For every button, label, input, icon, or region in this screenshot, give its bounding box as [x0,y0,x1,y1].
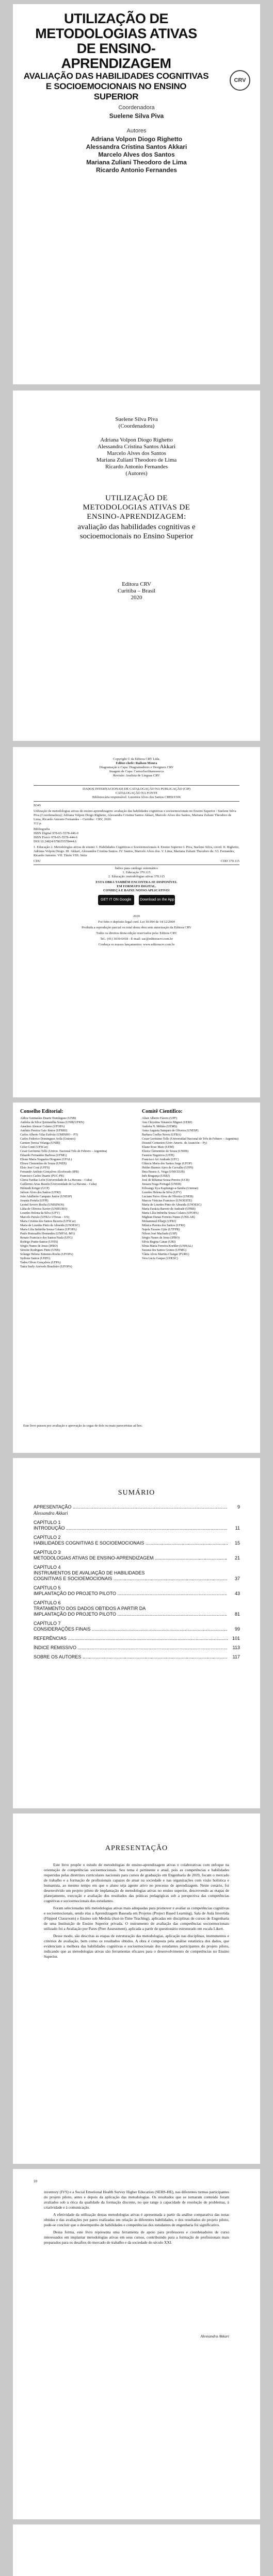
member-name: Ilma Passos A. Veiga (UNICEUB) [142,1171,185,1174]
toc-entry-title: ÍNDICE REMISSIVO ..... [34,1645,228,1651]
catalog-code: B345 [34,804,41,807]
presentation-title: APRESENTAÇÃO [105,1844,168,1852]
member-name: Maria Eurácia Barreto de Andrade (UFRB) [142,1208,196,1211]
member-name: Carlos Federico Dominguez Avila (Unieuro) [20,1138,75,1141]
credit-line: Editor-chefe: Railson Moura [116,761,157,765]
toc-entry[interactable] [34,1535,240,1546]
member-name: Maria Lília Imbiriba Sousa Colares (UFOPA) [20,1228,77,1231]
toc-page-number: 99 [234,1626,240,1632]
member-name: Maria Cristina dos Santos Bezerra (UFSCar) [20,1220,76,1223]
toc-entry[interactable] [34,1645,240,1651]
digital-availability: ESTA OBRA TAMBÉM ENCONTRA-SE DISPONÍVEL EM FORMATO DIGITAL. CONHEÇA E BAIXE NOSSO APLICATIVO! [95,880,178,892]
title-line: UTILIZAÇÃO DE [105,494,168,502]
member-name: José de Ribamar Sousa Pereira (UCB) [142,1179,189,1182]
cover-title [23,11,209,102]
toc-entry-heading: CAPÍTULO 7 [34,1621,61,1626]
member-name: Paulo Romualdo Hernandes (UNIFAL-MG) [20,1232,75,1235]
print-year: 2020 [133,914,140,918]
member-name: Anna Augusta Sampaio de Oliveira (UNESP) [142,1129,199,1132]
member-name: Solange Helena Ximenes-Rocha (UFOPA) [20,1253,73,1256]
table-of-contents-page [13,1458,260,1808]
toc-entry-title: CONSIDERAÇÕES FINAIS ..... [34,1626,228,1632]
presentation-continued-page [13,2169,260,2519]
toc-page-number: 11 [235,1526,240,1531]
member-name: Tania Suely Azevedo Brasileiro (UFOPA) [20,1265,72,1268]
author-name: Ricardo Antonio Fernandes [105,464,168,470]
toc-entry-row [34,1540,240,1546]
member-name: Sydione Santos (UEPG) [20,1257,51,1260]
scientific-committee [142,1110,253,1261]
author-name: Marcelo Alves dos Santos [98,151,175,158]
toc-entry-title: IMPLANTAÇÃO DO PROJETO PILOTO ..... [34,1591,228,1597]
title-page [13,391,260,741]
blank-page [13,2524,260,2576]
member-name: Aldira Guimarães Duarte Domínguez (UNB) [20,1117,76,1120]
member-name: Elione Maria Nogueira Diogenes (UFAL) [20,1158,72,1161]
member-name: Celso Conti (UFSCar) [20,1146,48,1149]
toc-entry-heading: CAPÍTULO 3 [34,1550,61,1555]
catalog-header: DADOS INTERNACIONAIS DE CATALOGAÇÃO NA PUBLICAÇÃO (CIP) CATALOGAÇÃO NA FONTE Bibliotecária responsável: Luzenira Alves dos Santos CRB9/1506 [34,785,239,802]
member-name: Míghian Danae Ferreira Nunes (UNILAB) [142,1216,195,1219]
member-name: Altair Alberto Fávero (UPF) [142,1117,178,1120]
credit-line: Revisão: Analista de Línguas CRV [113,774,160,777]
author-name: Mariana Zuliani Theodoro de Lima [86,159,187,166]
toc-entry-row [34,1636,240,1641]
toc-list [34,1504,240,1664]
member-name: Elizeu Clementino de Souza (UNEB) [142,1150,188,1153]
member-name: Anselmo Alencar Colares (UFOPA) [20,1125,65,1128]
presentation-body [44,1862,229,1961]
council-member-list [20,1116,131,1269]
toc-entry-title: INTRODUÇÃO ..... [34,1526,228,1531]
subtitle-line: socioemocionais no Ensino Superior [79,532,194,540]
cover-subtitle-line: AVALIAÇÃO DAS HABILIDADES COGNITIVAS [23,71,209,81]
member-name: Kilwangy Kya Kapitango-a-Samba (Unemat) [142,1187,199,1190]
google-play-badge[interactable]: GET IT ON Google Play [98,895,134,905]
cdu-label: CDU [34,859,41,863]
member-name: Francisco Carlos Duarte (PUC-PR) [20,1175,64,1178]
toc-entry-author: Alessandra Akkari [34,1511,68,1516]
cover-subtitle-line: E SOCIOEMOCIONAIS NO ENSINO SUPERIOR [45,81,187,101]
member-name: Sérgio Nunes de Jesus (IFRO) [142,1236,180,1240]
toc-entry-row [34,1504,240,1510]
publisher-logo: CRV [230,70,250,91]
publication-year: 2020 [131,595,142,601]
member-name: Mônica Pereira dos Santos (UFRJ) [142,1224,185,1227]
cdd-label: CDD 370.115 [220,859,239,863]
toc-entry-title: APRESENTAÇÃO ..... [34,1504,228,1510]
toc-entry[interactable] [34,1565,240,1582]
toc-entry[interactable] [34,1654,240,1660]
member-name: Silvia Regina Canan (URI) [142,1241,176,1244]
author-name: Marcelo Alves dos Santos [107,450,166,456]
toc-entry[interactable] [34,1636,240,1641]
authors-label: (Autores) [125,470,148,477]
presentation-continued-body [44,2190,229,2247]
member-name: Leonel Severo Rocha (UNISINOS) [20,1204,65,1207]
toc-entry-row [34,1654,240,1660]
cover-title-line: UTILIZAÇÃO DE [64,11,168,26]
title-line: METODOLOGIAS ATIVAS DE [83,503,190,512]
cover-title-line: DE ENSINO-APRENDIZAGEM [61,41,171,71]
presentation-page [13,1814,260,2164]
credits [34,757,239,778]
member-name: Lídia de Oliveira Xavier (UNIEURO) [20,1208,68,1211]
coordinator-name: Suelene Silva Piva [109,112,164,120]
author-name: Mariana Zuliani Theodoro de Lima [96,457,177,463]
paragraph: A efetividade da utilização destas metodologias ativas é apresentada a partir da análise comparativa das notas obtidas e das avaliações por pares realizadas em relação às diferentes habilidades, e dos resultados do projeto piloto, pode-se concluir que o desempenho de habilidades e competências dos estudantes de engenharia foi significativo. [44,2212,229,2227]
toc-entry-row [34,1645,240,1651]
toc-entry[interactable] [34,1600,240,1617]
toc-entry[interactable] [34,1504,240,1516]
member-name: Ana Chrystina Venancio Mignot (UERJ) [142,1121,192,1124]
member-name: Renato Francisco dos Santos Paula (UFG) [20,1236,73,1240]
book-subtitle [44,522,229,541]
toc-entry-title: SOBRE OS AUTORES ..... [34,1654,228,1660]
author-name: Alessandra Cristina Santos Akkari [97,444,176,450]
toc-entry-heading: CAPÍTULO 2 [34,1535,61,1540]
credit-line: Imagem de Capa: Canva/facilitanswerca [109,770,164,773]
paragraph: inventory (IVS) e a Social Emotional Health Survey Higher Education (SEHS-HE), nas diferentes turmas participantes do projeto piloto, antes e depois da aplicação das metodologias. Os resultados que se tornaram conteúdo foram avaliados sob a ótica da qualidade da formação discente, no que tange à capacidade de resolução de problemas, à criatividade e à comunicação. [44,2190,229,2210]
member-name: Fernando Antônio Gonçalves Alcoforado (IPB) [20,1171,79,1174]
member-name: Marcelo Paixão (UFRJ e UTexas – US) [20,1216,69,1219]
rights-holder: Todos os direitos desta edição reservados pela: Editora CRV [96,931,177,935]
member-name: Luciane Paiva Alves de Oliveira (UNEB) [142,1195,194,1198]
website-info: Conheça os nossos lançamentos: www.editoracrv.com.br [98,943,175,946]
member-name: Barbara Coelho Neves (UFBA) [142,1133,181,1137]
member-name: Inês Bragança (UERJ) [142,1175,170,1178]
member-name: Andréia da Silva Quintanilha Sousa (UNIR/UFRN) [20,1121,84,1124]
toc-page-number: 43 [234,1591,240,1596]
member-name: Lourdes Helena da Silva (UFV) [142,1191,182,1194]
copyright-page [13,747,260,1097]
toc-title: SUMÁRIO [118,1489,155,1497]
member-name: Maria Lília Imbiriba Sousa Colares (UFOPA) [142,1212,199,1215]
coordinator-name: Suelene Silva Piva [115,416,158,422]
toc-page-number: 117 [232,1654,240,1659]
author-name: Alessandra Cristina Santos Akkari [86,143,187,150]
member-name: Vera Lucia Gaspar (UDESC) [142,1257,178,1260]
classification-row [34,859,239,865]
member-name: Francisco Ari Andrade (UFC) [142,1158,179,1161]
catalog-subjects: 1. Educação 2. Metodologias ativas de ensino 3. Habilidades Cognitivas e Socioemocionais 4. Ensino Superior I. Piva, Suelene Silva, coord. II. Righetto, Adriana Volpon Diogo. III. Akkari, Alessandra Cristina Santos. IV. Santos, Marcelo Alves dos. V. Lima, Mariana Zuliani Theodoro de. VI. Fernandes, Ricardo Antonio. VII. Título VIII. Série [34,845,239,857]
subtitle-line: avaliação das habilidades cognitivas e [77,523,196,531]
member-name: Lourdes Helena da Silva (UFV) [20,1212,60,1215]
member-name: Jailson Alves dos Santos (UFRJ) [20,1191,61,1194]
member-name: Josania Portela (UFPI) [20,1199,49,1202]
publisher-city: Curitiba – Brasil [117,588,156,594]
member-name: Marcos Vinicius Francisco (UNOESTE) [142,1199,192,1202]
toc-entry-heading: CAPÍTULO 4 [34,1565,61,1570]
paragraph: Desse modo, são descritas as etapas de estruturação das metodologias, aplicação nas disciplinas, instrumentos e critérios de avaliação, bem como os resultados obtidos. A obra é composta pela análise estatística dos dados, que evidenciam a melhora das habilidades cognitivas e socioemocionais dos estudantes participantes do projeto piloto, indicando que as metodologias ativas são ferramentas eficazes para o desenvolvimento de competências no Ensino Superior. [44,1934,229,1959]
toc-page-number: 21 [234,1555,240,1561]
imprint [13,581,260,601]
title-line: ENSINO-APRENDIZAGEM: [87,513,186,521]
member-name: Rodrigo Pratte-Santos (UFES) [20,1241,58,1244]
paragraph: Este livro propõe o estudo de metodologias de ensino-aprendizagem ativas e colaborativas com enfoque na orientação de competências socioemocionais. Seu tema é pertinente e atual, pois as competências e habilidades requeridas pelas diretrizes curriculares nacionais para cursos de graduação em Engenharia de 2019, focam o mercado de trabalho e a formação de profissionais capazes de atuar na sociedade e nas organizações com visão holística e humanista, ao mesmo tempo em que o aluno seja agente ativo no processo de aprendizagem. Neste cenário, foi desenvolvido um projeto piloto de implantação de metodologias ativas no ensino superior, descrevendo as etapas de planejamento, execução e avaliação dos resultados das práticas pedagógicas sob a perspectiva das competências cognitivas e socioemocionais dos estudantes. [44,1862,229,1903]
toc-page-number: 113 [232,1645,240,1650]
member-name: Helmuth Krüger (UCP) [20,1187,50,1190]
council-title: Conselho Editorial: [20,1109,63,1114]
toc-entry-heading: CAPÍTULO 5 [34,1585,61,1590]
author-name: Adriana Volpon Diogo Righetto [90,135,183,143]
book-cover [13,4,260,384]
toc-entry-heading: CAPÍTULO 1 [34,1520,61,1525]
member-name: Mohammed Elhajji (UFRJ) [142,1220,176,1223]
toc-entry-row [34,1576,240,1582]
toc-entry-title: REFERÊNCIAS ..... [34,1636,228,1641]
publisher-name: Editora CRV [122,581,151,587]
paragraph: Dessa forma, este livro representa uma ferramenta de apoio para professores e coordenadores de curso interessados em implantar metodologias ativas em seus cursos, contribuindo para a formação de profissionais mais preparados para os desafios do mercado de trabalho e da sociedade do século XXI. [44,2230,229,2245]
member-name: Guillermo Arias Beatón (Universidade de La Havana – Cuba) [20,1183,97,1186]
cover-title-line: METODOLOGIAS ATIVAS [35,26,197,41]
catalog-body: Utilização de metodologias ativas de ensino-aprendizagem: avaliação das habilidades cognitivas e socioemocionais no Ensino Superior / Suelene Silva Piva (Coordenadora); Adriana Volpon Diogo Righetto, Alessandra Cristina Santos Akkari, Marcelo Alves dos Santos, Mariana Zuliani Theodoro de Lima, Ricardo Antonio Fernandes – Curitiba : CRV, 2020. 112 p. [34,809,236,825]
coordinator-block [13,416,260,430]
toc-entry-title: IMPLANTAÇÃO DO PROJETO PILOTO ..... [34,1612,228,1617]
toc-entry-row [34,1612,240,1617]
member-name: Eduardo Fernandes Barbosa (UFMG) [20,1154,67,1157]
member-name: Elizeu Clementino de Souza (UNEB) [20,1162,67,1165]
toc-entry-title: COGNITIVAS E SOCIOEMOCIONAIS ..... [34,1576,228,1582]
toc-page-number: 15 [234,1540,240,1546]
toc-page-number: 101 [232,1636,240,1641]
paragraph: Foram selecionadas três metodologias ativas mais adequadas para promover e avaliar as competências cognitivas e socioemocionais, sendo elas a Aprendizagem Baseada em Projetos (Project Based Learning), Sala de Aula Invertida (Flipped Classroom) e Ensino sob Medida (Just-in-Time Teaching), aplicadas em disciplinas de cursos de Engenharia de uma Instituição de Ensino Superior privada. O instrumento de avaliação das competências socioemocionais utilizado foi a Avaliação por Pares (Peer Assessment), aplicada a partir de questionário estruturado em escala Likert. [44,1906,229,1931]
isbn-block: Bibliografia ISBN Digital 978-65-5578-446-0 ISBN Físico 978-65-5578-444-6 DOI 10.24824/978655578444.6 [34,827,79,843]
catalog-card [34,783,239,948]
member-name: Carmen Tereza Velanga (UNIR) [20,1142,60,1145]
toc-entry-heading: INSTRUMENTOS DE AVALIAÇÃO DE HABILIDADES [34,1570,145,1575]
editorial-council-page [13,1103,260,1453]
member-name: Simone Rodrigues Pinto (UNB) [20,1249,60,1252]
toc-entry-row [34,1626,240,1632]
signature: Alessandra Akkari [200,2334,229,2338]
member-name: Sônia Maria Ferreira Koehler (UNISAL) [142,1245,193,1248]
page-number: 10 [34,2179,37,2183]
author-name: Adriana Volpon Diogo Righetto [100,437,173,443]
member-name: Fauston Negreiros (UFPI) [142,1154,174,1157]
member-name: Eliane Rose Maio (UEM) [142,1146,174,1149]
toc-page-number: 37 [234,1576,240,1581]
member-name: Diosnel Centurion (Univ Americ. de Asunción – Py) [142,1142,207,1145]
author-list [13,437,260,477]
member-name: Najela Tavares Ujiie (UTFPR) [142,1228,180,1231]
member-name: Suzana dos Santos Gomes (UFMG) [142,1249,186,1252]
member-name: Tadeu Oliver Gonçalves (UFPA) [20,1261,61,1264]
toc-entry-row [34,1555,240,1561]
toc-entry[interactable] [34,1520,240,1531]
committee-title: Comitê Científico: [142,1109,183,1114]
member-name: Sérgio Nunes de Jesus (IFRO) [20,1245,58,1248]
toc-page-number: 81 [234,1612,240,1617]
toc-entry[interactable] [34,1550,240,1561]
systematic-index: Índice para catálogo sistemático 1. Educação 370.115 2. Educação: metodologias ativas 370.115 [108,867,165,878]
app-badges [34,895,239,912]
toc-entry-heading: TRATAMENTO DOS DADOS OBTIDOS A PARTIR DA [34,1606,146,1611]
member-name: Andréia N. Militão (UEMS) [142,1125,177,1128]
member-name: Vânia Alves Martins Chaigar (FURG) [142,1253,189,1256]
author-list [13,135,260,174]
member-name: Carlos Alberto Vilar Estêvão (UMINHO – PT) [20,1133,78,1137]
contact-info: Tel.: (41) 3039-6418 - E-mail: sac@editoracrv.com.br [100,937,173,941]
coordinator-label: Coordenadora [118,105,155,111]
credit-line: Diagramação e Capa: Diagramadores e Designers CRV [99,766,174,769]
book-title [34,494,239,521]
app-store-badge[interactable]: Download on the App Store [139,895,175,905]
committee-member-list [142,1116,253,1261]
member-name: Nilson José Machado (USP) [142,1232,178,1235]
toc-entry-heading: CAPÍTULO 6 [34,1600,61,1605]
member-name: Maria de Lourdes Pinto de Almeida (UNOESC) [20,1224,80,1227]
member-name: Élsio José Corá (UFFS) [20,1166,50,1170]
member-name: Gloria Fariñas León (Universidade de La Havana – Cuba) [20,1179,92,1182]
toc-entry-title: HABILIDADES COGNITIVAS E SOCIOEMOCIONAIS ..... [34,1540,228,1546]
toc-entry[interactable] [34,1585,240,1597]
editorial-council [20,1110,131,1269]
member-name: Jussara Fraga Portugal (UNEB) [142,1183,182,1186]
credit-line: Copyright © da Editora CRV Ltda. [113,757,160,761]
author-name: Ricardo Antonio Fernandes [96,166,177,174]
toc-page-number: 9 [237,1504,240,1510]
member-name: Maria de Lourdes Pinto de Almeida (UNOESC) [142,1204,202,1207]
toc-entry[interactable] [34,1621,240,1632]
authors-label: Autores [126,128,147,134]
member-name: Helder Buenos Aires de Carvalho (UFPI) [142,1166,194,1170]
member-name: Cesar Gerónimo Tello (Universidad Nacional de Três de Febrero – Argentina) [142,1138,238,1141]
legal-deposit: Foi feito o depósito legal conf. Lei 10.994 de 14/12/2004 [98,920,175,924]
toc-entry-title: METODOLOGIAS ATIVAS DE ENSINO-APRENDIZAGEM ..... [34,1555,228,1561]
review-note: Este livro passou por avaliação e aprovação às cegas de dois ou mais pareceristas ad hoc. [23,1424,143,1428]
coordinator-label: (Coordenadora) [118,423,155,429]
toc-entry-row [34,1591,240,1597]
member-name: Gláucia Maria dos Santos Jorge (UFOP) [142,1162,192,1165]
member-name: João Adalberto Campato Junior (UNESP) [20,1195,72,1198]
member-name: Cesar Gerónimo Tello (Univer. Nacional Três de Febrero – Argentina) [20,1150,107,1153]
rights-notice: Proibida a reprodução parcial ou total desta obra sem autorização da Editora CRV [82,926,191,929]
toc-entry-row [34,1526,240,1531]
member-name: Antônio Pereira Gaio Júnior (UFRRJ) [20,1129,68,1132]
